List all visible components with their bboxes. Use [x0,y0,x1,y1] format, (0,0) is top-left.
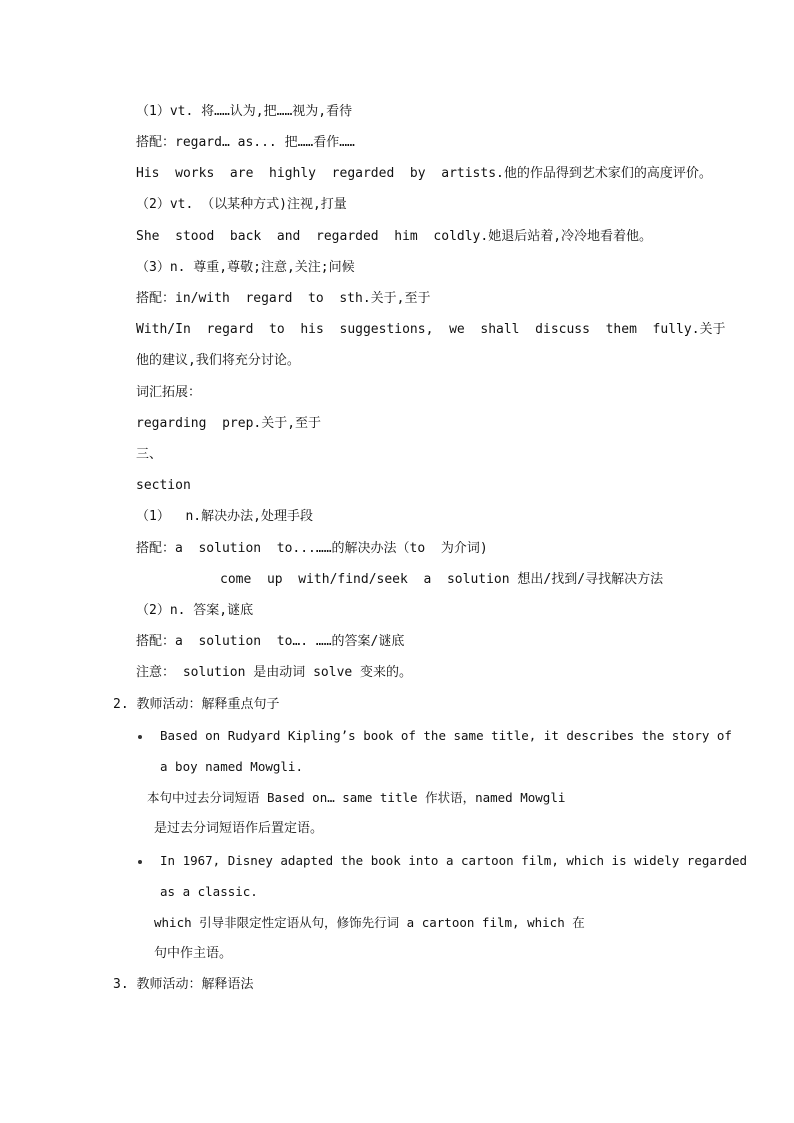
text-line: 词汇拓展： [136,385,202,400]
text-line: which 引导非限定性定语从句，修饰先行词 a cartoon film, which 在 [154,915,585,930]
text-line: a boy named Mowgli. [160,759,303,774]
text-line: （1） n.解决办法,处理手段 [136,509,313,524]
section-heading: 3. 教师活动：解释语法 [113,977,254,992]
text-line: Based on Rudyard Kipling’s book of the same title, it describes the story of [160,728,732,743]
text-line: 搭配：regard… as... 把……看作…… [136,135,355,150]
text-line: （1）vt. 将……认为,把……视为,看待 [136,104,353,119]
text-line: 注意： solution 是由动词 solve 变来的。 [136,665,413,680]
text-line: 搭配：a solution to…. ……的答案/谜底 [136,634,405,649]
text-line: regarding prep.关于,至于 [136,416,322,431]
text-line: as a classic. [160,884,258,899]
bullet-icon [138,735,142,739]
bullet-icon [138,860,142,864]
text-line: With/In regard to his suggestions, we shall discuss them fully.关于 [136,322,726,337]
text-line: In 1967, Disney adapted the book into a cartoon film, which is widely regarded [160,853,747,868]
text-line: 搭配：in/with regard to sth.关于,至于 [136,291,431,306]
text-line: section [136,478,191,493]
text-line: His works are highly regarded by artists.他的作品得到艺术家们的高度评价。 [136,166,712,181]
text-line: 三、 [136,447,163,462]
text-line: 本句中过去分词短语 Based on… same title 作状语，named Mowgli [147,790,566,805]
text-line: come up with/find/seek a solution 想出/找到/寻找解决方法 [220,572,664,587]
text-line: 句中作主语。 [154,946,233,961]
text-line: 是过去分词短语作后置定语。 [154,821,324,836]
text-line: （2）n. 答案,谜底 [136,603,254,618]
text-line: （3）n. 尊重,尊敬;注意,关注;问候 [136,260,355,275]
text-line: 他的建议,我们将充分讨论。 [136,353,300,368]
text-line: （2）vt. （以某种方式)注视,打量 [136,197,347,212]
text-line: She stood back and regarded him coldly.她退后站着,冷冷地看着他。 [136,229,653,244]
section-heading: 2. 教师活动：解释重点句子 [113,697,280,712]
text-line: 搭配：a solution to...……的解决办法（to 为介词) [136,541,488,556]
